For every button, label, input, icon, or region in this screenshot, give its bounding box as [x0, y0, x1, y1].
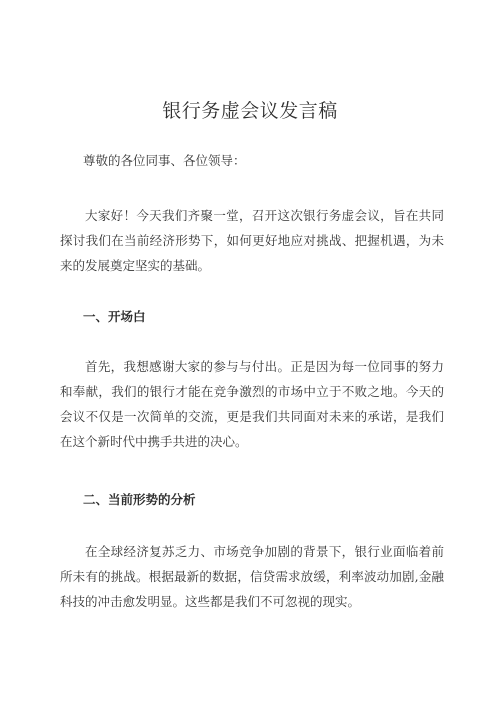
intro-paragraph: 大家好！今天我们齐聚一堂，召开这次银行务虚会议，旨在共同探讨我们在当前经济形势下，如何更好地应对挑战、把握机遇，为未来的发展奠定坚实的基础。 — [60, 208, 444, 273]
salutation: 尊敬的各位同事、各位领导： — [83, 153, 246, 168]
section-heading-opening: 一、开场白 — [83, 309, 146, 324]
section-paragraph-opening: 首先，我想感谢大家的参与与付出。正是因为每一位同事的努力和奉献，我们的银行才能在竞争激烈的市场中立于不败之地。今天的会议不仅是一次简单的交流，更是我们共同面对未来的承诺，是我们在这个新时代中携手共进的决心。 — [60, 359, 444, 449]
section-paragraph-situation: 在全球经济复苏乏力、市场竞争加剧的背景下，银行业面临着前所未有的挑战。根据最新的数据，信贷需求放缓，利率波动加剧,金融科技的冲击愈发明显。这些都是我们不可忽视的现实。 — [60, 544, 444, 609]
document-title: 银行务虚会议发言稿 — [162, 100, 338, 122]
section-heading-situation: 二、当前形势的分析 — [83, 492, 196, 507]
